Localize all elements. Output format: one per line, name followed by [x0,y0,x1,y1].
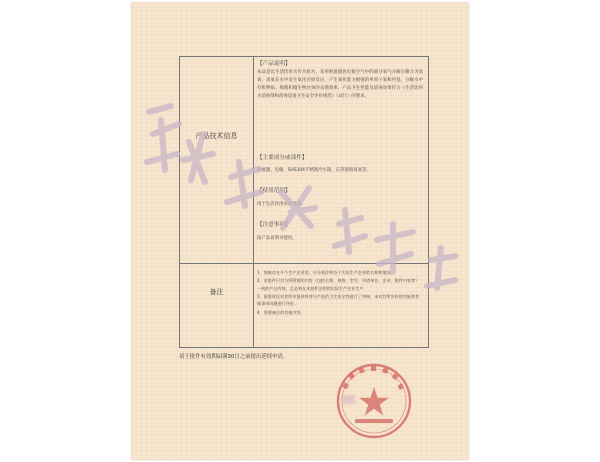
remark-item: 1、如果存在多个生产企业的，应分别注明各个实际生产企业的名称和地址。 [257,270,395,275]
info-table [179,56,429,348]
section-body-description: 本品是以生活饮用水作为原水，采用射流器放电使空气中的部分氧气分解后聚合为臭氧，臭氧在水中发生氧化还原反应，产生氧化能力极强的单原子氧和羟基，分解水中有机物质、细菌和微生物达到的杀菌效果。产品卫生性能及消毒效果符合《生活饮用水消毒剂和消毒设备卫生安全评价规范》（试行）的要求。 [257,70,423,99]
remark-item: 3、批准时仅对其所申报材料对应产品的卫生安全性进行了审核，未对其所宣传的功能和其他事项问题进行评价。 [257,293,420,307]
section-title-components: 【主要成分或部件】 [257,155,308,161]
remarks-cell [257,269,423,317]
notes-cell [257,221,423,243]
document-page [131,2,469,460]
section-body-components: 射流器、电极、SUS304不锈钢冷水箱、石英玻璃臭氧管。 [257,168,371,173]
components-cell [257,154,423,175]
row-label-product-info: 产品技术信息 [195,132,238,140]
section-body-precautions: 按产品说明书使用。 [257,236,297,241]
table-column-divider [253,57,254,347]
renewal-note: 请于批件有效期届满30日之前提出延续申请。 [179,354,289,360]
remark-item: 2、本批件只对与所附说明内容（包括名称、规格、型号、申请单位、企业、附件内容等）一致的产品有效，且必须在本批件注明的实际生产企业生产。 [257,278,420,291]
section-title-description: 【产品说明】 [257,61,291,67]
table-row-divider [180,263,428,264]
row-label-remarks: 备注 [209,288,224,296]
scope-cell [257,187,423,209]
section-body-scope: 用于生活饮用水的消毒。 [257,202,306,207]
section-title-scope: 【使用范围】 [257,188,291,194]
remark-item: 4、需要备注的其他内容。 [257,309,305,315]
section-title-precautions: 【注意事项】 [257,222,291,228]
official-seal [335,362,413,440]
product-info-cell [257,60,423,101]
